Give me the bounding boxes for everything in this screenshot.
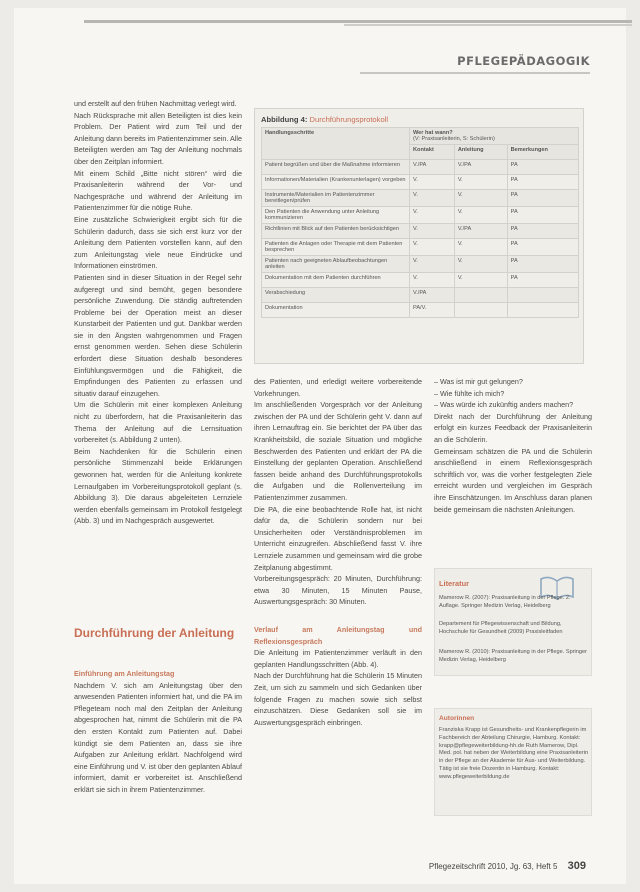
- table-header: Handlungsschritte: [262, 128, 410, 160]
- table-row: [262, 207, 579, 224]
- table-cell: V./PA: [454, 160, 507, 175]
- paragraph: des Patienten, und erledigt weitere vorbereitende Vorkehrungen.: [254, 377, 422, 398]
- subheading: Einführung am Anleitungstag: [74, 669, 175, 678]
- paragraph: Mit einem Schild „Bitte nicht stören“ wird die Praxisanleiterin während der Vor- und Nachgespräche und während der Anleitung im Patientenzimmer für die nötige Ruhe.: [74, 168, 242, 213]
- table-cell: PA: [507, 160, 578, 175]
- paragraph: Vorbereitungsgespräch: 20 Minuten, Durchführung: etwa 30 Minuten, 15 Minuten Pause, Auswertungsgespräch: 30 Minuten.: [254, 574, 422, 607]
- table-cell: V.: [454, 175, 507, 190]
- table-cell: V.: [410, 175, 455, 190]
- literature-entry: Mamerow R. (2007): Praxisanleitung in der Pflege. 2. Auflage. Springer Medizin Verlag, Heidelberg: [439, 595, 571, 609]
- table-cell-step: Patienten die Anlagen oder Therapie mit dem Patienten besprechen: [262, 239, 410, 256]
- column-3: [434, 376, 592, 515]
- table-row: [262, 273, 579, 288]
- protocol-table: [261, 127, 579, 318]
- table-cell-step: Dokumentation mit dem Patienten durchführen: [262, 273, 410, 288]
- column-2-bottom: [254, 624, 422, 728]
- journal-reference: Pflegezeitschrift 2010, Jg. 63, Heft 5: [428, 862, 558, 871]
- table-cell-step: Verabschiedung: [262, 288, 410, 303]
- table-cell: [507, 303, 578, 318]
- paragraph: Gemeinsam schätzen die PA und die Schülerin anschließend in einem Reflexionsgespräch schriftlich vor, was die vorher festgelegten Ziele erreicht wurden und vergleichen im Gespräch ihre Einschätzungen. Im Anschluss daran planen beide gemeinsam die nächsten Anleitungen.: [434, 446, 592, 514]
- top-rule-secondary: [344, 24, 632, 26]
- table-cell: V.: [410, 224, 455, 239]
- authors-box: [434, 708, 592, 816]
- figure-durchfuehrungsprotokoll: [254, 108, 584, 364]
- literature-entry: Departement für Pflegewissenschaft und Bildung, Hochschule für Gesundheit (2009) Praxisleitfaden: [439, 621, 563, 635]
- table-cell: PA: [507, 207, 578, 224]
- top-rule: [84, 20, 632, 23]
- table-cell: PA: [507, 175, 578, 190]
- table-row: [262, 224, 579, 239]
- table-cell-step: Richtlinien mit Blick auf den Patienten berücksichtigen: [262, 224, 410, 239]
- figure-title: [261, 115, 388, 124]
- table-cell: V./PA: [410, 288, 455, 303]
- paragraph: Patienten sind in dieser Situation in der Regel sehr aufgeregt und sind bemüht, gegen besondere persönliche Zuwendung. Die ständig auftretenden Probleme bei der Operation meist an dieser Kunstarbeit der Patienten und gut. Dankbar werden sie in den Ängsten wahrgenommen und Fragen ernst genommen werden. Sehen diese Schülerin erfordert diese Situation deshalb besonderes Einfühlungsvermögen und die Fähigkeit, die Empfindungen des Patienten zu erfassen und situativ darauf einzugehen.: [74, 272, 242, 398]
- section-heading: Durchführung der Anleitung: [74, 626, 235, 640]
- paragraph: Direkt nach der Durchführung der Anleitung erfolgt ein kurzes Feedback der Praxisanleiterin an die Schülerin.: [434, 411, 592, 444]
- paragraph: Beim Nachdenken für die Schülerin einen persönliche Stimmenzahl beide Erklärungen gewonnen hat, werden für die Anleitung konkrete Lernaufgaben im Vorbereitungsprotokoll geplant (s. Abbildung 3). Die daraus abgeleiteten Lernziele werden ebenfalls gemeinsam im Protokoll festgelegt (Abb. 3) und im Nachgespräch ausgewertet.: [74, 446, 242, 526]
- figure-label: Abbildung 4:: [261, 115, 308, 124]
- table-cell-step: Instrumente/Materialien im Patientenzimmer bereitlegen/prüfen: [262, 190, 410, 207]
- table-header: Anleitung: [454, 145, 507, 160]
- paragraph: Nach Rücksprache mit allen Beteiligten ist dies kein Problem. Der Patient wird zum Teil und der Anleitung dann bereits im Patientenzimmer sein. Alle Beteiligten werden am Tag der Anleitung nochmals über den Zeitplan informiert.: [74, 110, 242, 166]
- table-cell: V.: [410, 239, 455, 256]
- table-cell: PA/V.: [410, 303, 455, 318]
- paragraph: und erstellt auf den frühen Nachmittag verlegt wird.: [74, 99, 237, 108]
- table-cell: PA: [507, 273, 578, 288]
- column-2-top: [254, 376, 422, 608]
- table-cell: V.: [410, 190, 455, 207]
- paragraph: Eine zusätzliche Schwierigkeit ergibt sich für die Schülerin dadurch, dass sie sich erst kurz vor der Anleitung dem Patienten vorstellen kann, auf den zum Anleitungstag viele neue Eindrücke und Informationen einströmen.: [74, 214, 242, 271]
- paragraph: Um die Schülerin mit einer komplexen Anleitung nicht zu überfordern, hat die Praxisanleiterin das Thema der Anleitung auf die Lernsituation vorbereitet (s. Abbildung 2 unten).: [74, 400, 242, 445]
- table-cell-step: Patienten nach geeigneten Ablaufbeobachtungen anleiten: [262, 256, 410, 273]
- list-item: – Was ist mir gut gelungen?: [434, 377, 523, 386]
- table-cell: V./PA: [454, 224, 507, 239]
- page: [14, 8, 626, 884]
- table-header: Kontakt: [410, 145, 455, 160]
- literature-box: [434, 568, 592, 676]
- table-row: [262, 160, 579, 175]
- table-cell: [454, 288, 507, 303]
- paragraph: Nachdem V. sich am Anleitungstag über den anwesenden Patienten informiert hat, und die PA im Pflegeteam noch mal den Zeitplan der Anleitung abgesprochen hat, nimmt die Schülerin mit die PA den ersten Kontakt zum Patienten auf. Dabei kündigt sie dem Patienten an, dass sie ihre Aufgaben zur Anleitung erklärt. Nachfolgend wird eine Einführung und V. ist über den geplanten Ablauf informiert, damit er vorbereitet ist. Anschließend erklärt sie sich in ihrem Patientenzimmer.: [74, 680, 242, 794]
- literature-entry: Mamerow R. (2010): Praxisanleitung in der Pflege. Springer Medizin Verlag, Heidelberg: [439, 649, 587, 663]
- table-row: [262, 239, 579, 256]
- table-cell: [507, 288, 578, 303]
- figure-caption: Durchführungsprotokoll: [309, 115, 389, 124]
- authors-text: Franziska Krapp ist Gesundheits- und Krankenpflegerin im Fachbereich der Abteilung Chirurgie, Hamburg. Kontakt: krapp@pflegeweiterbildung-hh.de Ruth Mamerow, Dipl. Med. pol. hat neben der Weiterbildung eine Praxisanleiterin in der Pflege an der Akademie für Aus- und Weiterbildung. Tätig ist sie freie Dozentin in Hamburg. Kontakt: www.pflegeweiterbildung.de: [439, 727, 589, 780]
- table-cell-step: Dokumentation: [262, 303, 410, 318]
- table-row: [262, 256, 579, 273]
- table-header: Bemerkungen: [507, 145, 578, 160]
- paragraph: Die Anleitung im Patientenzimmer verläuft in den geplanten Handlungsschritten (Abb. 4).: [254, 648, 422, 669]
- column-1-top: [74, 98, 242, 527]
- table-cell-step: Informationen/Materialien (Krankenunterlagen) vorgeben: [262, 175, 410, 190]
- table-row: [262, 303, 579, 318]
- table-cell: V.: [454, 190, 507, 207]
- table-cell: PA: [507, 190, 578, 207]
- list-item: – Was würde ich zukünftig anders machen?: [434, 400, 574, 410]
- table-cell: V./PA: [410, 160, 455, 175]
- table-cell: V.: [454, 273, 507, 288]
- authors-title: Autorinnen: [439, 715, 475, 722]
- table-cell: PA: [507, 256, 578, 273]
- table-cell: V.: [454, 256, 507, 273]
- subheading: Verlauf am Anleitungstag und Reflexionsgespräch: [254, 625, 422, 646]
- table-row: [262, 190, 579, 207]
- table-cell: V.: [454, 207, 507, 224]
- paragraph: Die PA, die eine beobachtende Rolle hat, ist nicht dafür da, die Schülerin sondern nur bei Unsicherheiten oder Verständnisproblemen im Unterricht einzugreifen. Abschließend fasst V. ihre Lernziele zusammen und gemeinsam wird die grobe Zeitplanung abgestimmt.: [254, 504, 422, 572]
- paragraph: Im anschließenden Vorgespräch vor der Anleitung zwischen der PA und der Schülerin geht V. dann auf ihren Lernauftrag ein. Sie berichtet der PA über das Krankheitsbild, die soziale Situation und mögliche Beschwerden des Patienten und erklärt der PA die Einstellung der geplanten Operation. Anschließend fassen beide anhand des Durchführungsprotokolls die Aufgaben und die Rollenverteilung im Patientenzimmer zusammen.: [254, 400, 422, 502]
- table-cell: PA: [507, 239, 578, 256]
- page-footer: [429, 860, 586, 872]
- table-header-meta: Wer hat wann? (V: Praxisanleiterin, S: Schülerin): [410, 128, 579, 145]
- table-cell: PA: [507, 224, 578, 239]
- table-cell: V.: [410, 273, 455, 288]
- section-tag: PFLEGEPÄDAGOGIK: [360, 54, 590, 74]
- table-cell: V.: [410, 256, 455, 273]
- table-row: [262, 175, 579, 190]
- list-item: – Wie fühlte ich mich?: [434, 388, 505, 398]
- literature-title: Literatur: [439, 579, 469, 588]
- table-cell-step: Den Patienten die Anwendung unter Anleitung kommunizieren: [262, 207, 410, 224]
- page-number: 309: [567, 860, 586, 872]
- table-cell-step: Patient begrüßen und über die Maßnahme informieren: [262, 160, 410, 175]
- table-cell: [454, 303, 507, 318]
- table-row: [262, 288, 579, 303]
- table-cell: V.: [454, 239, 507, 256]
- column-1-bottom: [74, 668, 242, 796]
- table-cell: V.: [410, 207, 455, 224]
- paragraph: Nach der Durchführung hat die Schülerin 15 Minuten Zeit, um sich zu sammeln und sich Gedanken über folgende Fragen zu machen sowie sich selbst einzuschätzen. Diese Gedanken soll sie im Auswertungsgespräch einbringen.: [254, 671, 422, 727]
